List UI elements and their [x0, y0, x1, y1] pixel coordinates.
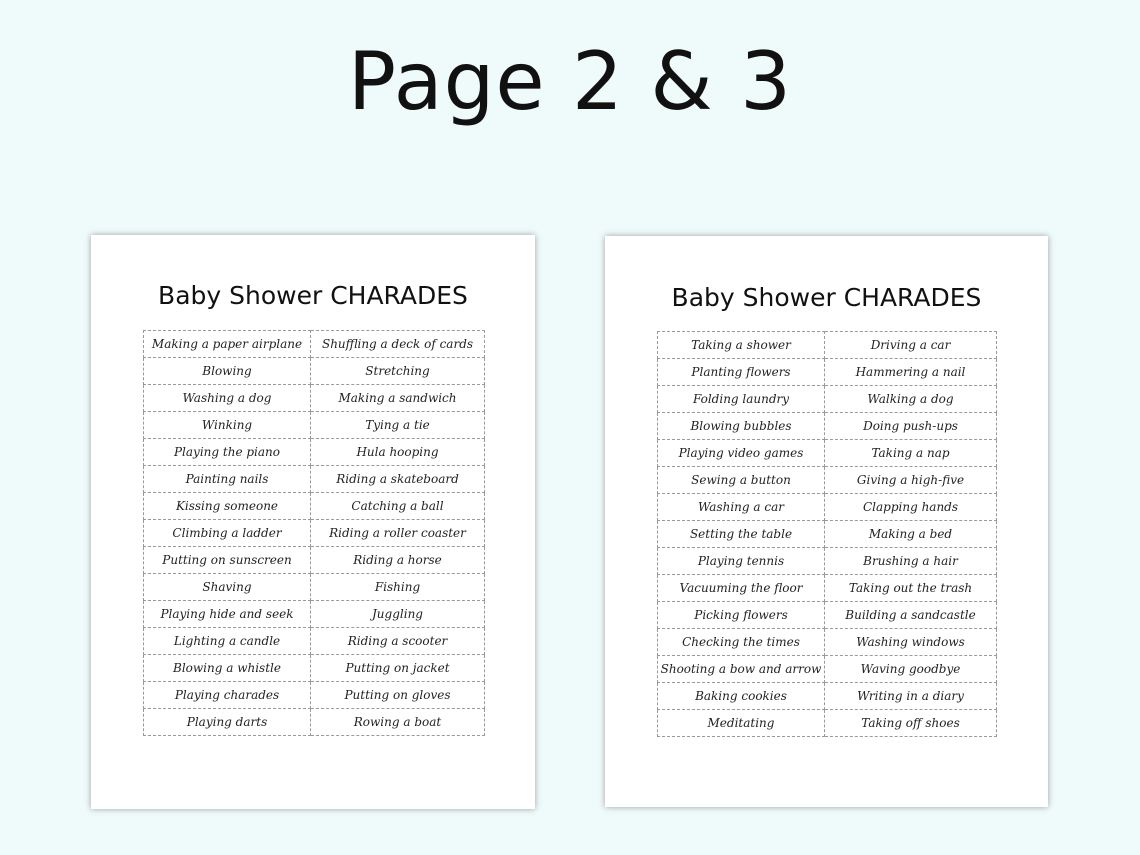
charade-cell: Riding a skateboard [311, 466, 485, 493]
table-row [658, 575, 997, 602]
charade-cell: Waving goodbye [825, 656, 997, 683]
charade-cell: Building a sandcastle [825, 602, 997, 629]
charades-sheet-page-2 [91, 235, 535, 809]
charade-cell: Meditating [658, 710, 825, 737]
charade-cell: Catching a ball [311, 493, 485, 520]
charade-cell: Writing in a diary [825, 683, 997, 710]
charade-cell: Blowing a whistle [144, 655, 311, 682]
charade-cell: Kissing someone [144, 493, 311, 520]
charade-cell: Giving a high-five [825, 467, 997, 494]
charade-cell: Taking off shoes [825, 710, 997, 737]
table-row [144, 358, 485, 385]
charade-cell: Playing darts [144, 709, 311, 736]
charade-cell: Stretching [311, 358, 485, 385]
charade-cell: Shaving [144, 574, 311, 601]
table-row [144, 601, 485, 628]
charade-cell: Taking a nap [825, 440, 997, 467]
table-row [658, 494, 997, 521]
table-row [144, 493, 485, 520]
charade-cell: Playing tennis [658, 548, 825, 575]
charade-cell: Riding a scooter [311, 628, 485, 655]
table-row [658, 359, 997, 386]
charade-cell: Taking out the trash [825, 575, 997, 602]
table-row [144, 655, 485, 682]
table-row [658, 710, 997, 737]
table-row [658, 386, 997, 413]
table-row [658, 629, 997, 656]
charade-cell: Fishing [311, 574, 485, 601]
sheet-title: Baby Shower CHARADES [158, 281, 468, 310]
table-row [658, 440, 997, 467]
table-row [144, 682, 485, 709]
charade-cell: Taking a shower [658, 332, 825, 359]
table-row [658, 602, 997, 629]
table-row [658, 332, 997, 359]
charade-cell: Blowing bubbles [658, 413, 825, 440]
charade-cell: Painting nails [144, 466, 311, 493]
charade-cell: Making a sandwich [311, 385, 485, 412]
charade-cell: Sewing a button [658, 467, 825, 494]
table-row [144, 439, 485, 466]
charade-cell: Tying a tie [311, 412, 485, 439]
charades-sheet-page-3 [605, 236, 1048, 807]
table-row [658, 683, 997, 710]
charade-cell: Juggling [311, 601, 485, 628]
charade-cell: Picking flowers [658, 602, 825, 629]
table-row [658, 656, 997, 683]
table-row [658, 548, 997, 575]
charade-cell: Setting the table [658, 521, 825, 548]
table-row [144, 466, 485, 493]
charade-cell: Washing a dog [144, 385, 311, 412]
charade-cell: Putting on sunscreen [144, 547, 311, 574]
charade-cell: Making a bed [825, 521, 997, 548]
charade-cell: Playing charades [144, 682, 311, 709]
charade-cell: Shooting a bow and arrow [658, 656, 825, 683]
charade-cell: Blowing [144, 358, 311, 385]
charade-cell: Washing a car [658, 494, 825, 521]
charade-cell: Baking cookies [658, 683, 825, 710]
charade-cell: Walking a dog [825, 386, 997, 413]
table-row [144, 412, 485, 439]
charade-cell: Climbing a ladder [144, 520, 311, 547]
charade-cell: Putting on gloves [311, 682, 485, 709]
table-row [144, 331, 485, 358]
charade-cell: Washing windows [825, 629, 997, 656]
table-row [658, 413, 997, 440]
charade-cell: Putting on jacket [311, 655, 485, 682]
charade-cell: Planting flowers [658, 359, 825, 386]
charade-cell: Hula hooping [311, 439, 485, 466]
charade-cell: Riding a roller coaster [311, 520, 485, 547]
table-row [658, 521, 997, 548]
charades-table [657, 331, 997, 737]
charade-cell: Checking the times [658, 629, 825, 656]
charade-cell: Shuffling a deck of cards [311, 331, 485, 358]
charade-cell: Driving a car [825, 332, 997, 359]
charade-cell: Winking [144, 412, 311, 439]
table-row [144, 628, 485, 655]
table-row [144, 547, 485, 574]
charades-table [143, 330, 485, 736]
charade-cell: Brushing a hair [825, 548, 997, 575]
charade-cell: Hammering a nail [825, 359, 997, 386]
charade-cell: Riding a horse [311, 547, 485, 574]
table-row [144, 520, 485, 547]
charade-cell: Playing video games [658, 440, 825, 467]
charade-cell: Doing push-ups [825, 413, 997, 440]
charade-cell: Folding laundry [658, 386, 825, 413]
charade-cell: Rowing a boat [311, 709, 485, 736]
charade-cell: Playing hide and seek [144, 601, 311, 628]
table-row [144, 574, 485, 601]
sheet-title: Baby Shower CHARADES [671, 283, 982, 312]
charade-cell: Vacuuming the floor [658, 575, 825, 602]
charade-cell: Clapping hands [825, 494, 997, 521]
table-row [144, 709, 485, 736]
charade-cell: Making a paper airplane [144, 331, 311, 358]
charade-cell: Lighting a candle [144, 628, 311, 655]
table-row [144, 385, 485, 412]
page-heading: Page 2 & 3 [347, 35, 793, 128]
table-row [658, 467, 997, 494]
charade-cell: Playing the piano [144, 439, 311, 466]
